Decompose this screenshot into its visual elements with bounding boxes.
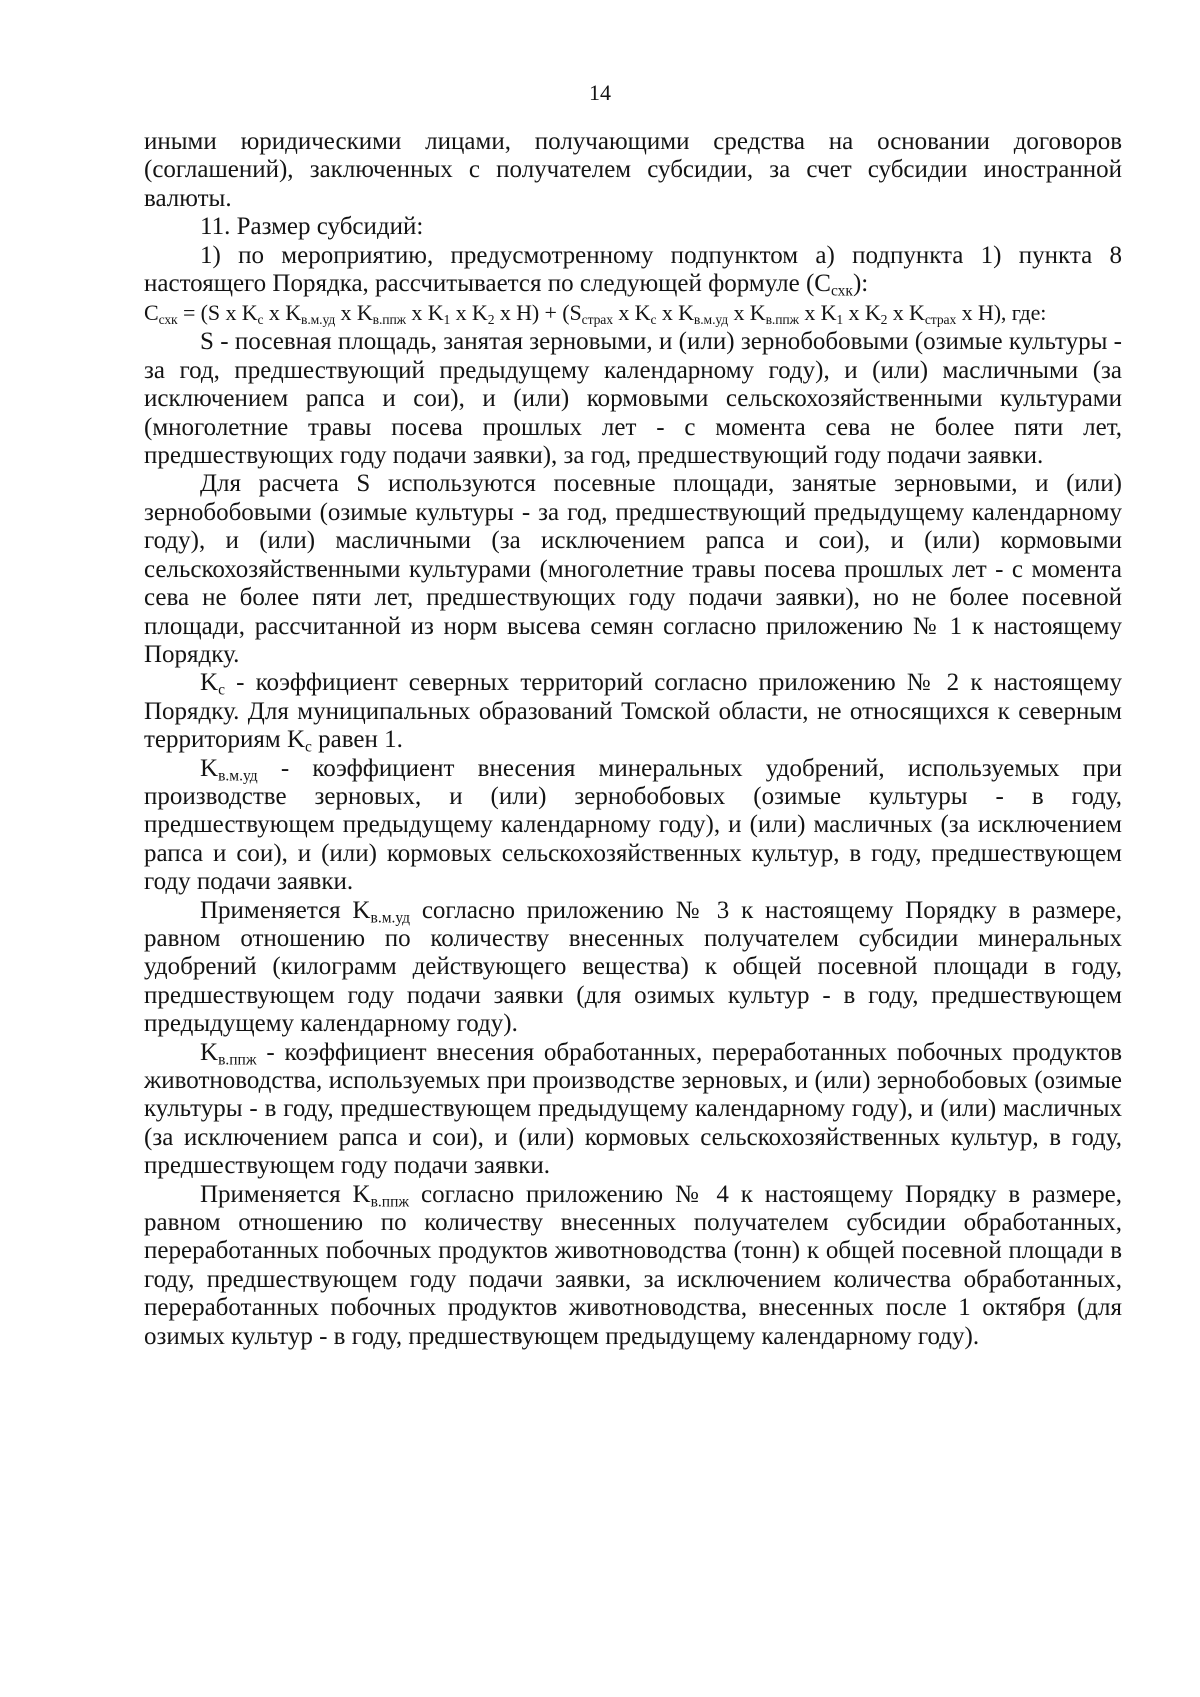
paragraph-definition-s: S - посевная площадь, занятая зерновыми, и (или) зернобобовыми (озимые культуры - за год, предшествующий предыдущему календарному году), и (или) масличными (за исключением рапса и сои), и (или) кормовыми сельскохозяйственными культурами (многолетние травы посева прошлых лет - с момента сева не более пяти лет, предшествующих году подачи заявки), за год, предшествующий году подачи заявки. [144, 328, 1122, 470]
formula: $С_{схк} = (S$ x $K_с$ x $K_{в.м.уд}$ x $K_{в.ппж}$ x $K_1$ x $K_2$ x $H) + (S_{страх}$ x $K_с$ x $K_{в.м.уд}$ x $K_{в.ппж}$ x $K_1$ x $K_2$ x $K_{страх}$ x H), где: [144, 300, 1047, 328]
paragraph-kvppzh-application: Применяется $K_{в.ппж}$ согласно приложению № 4 к настоящему Порядку в размере, равном отношению по количеству внесенных получателем субсидии обработанных, переработанных побочных продуктов животноводства (тонн) к общей посевной площади в году, предшествующем году подачи заявки, за исключением количества обработанных, переработанных побочных продуктов животноводства, внесенных после 1 октября (для озимых культур - в году, предшествующем предыдущему календарному году). [144, 1180, 1122, 1350]
paragraph-definition-kvmud: $K_{в.м.уд}$ - коэффициент внесения минеральных удобрений, используемых при производстве зерновых, и (или) зернобобовых (озимые культуры - в году, предшествующем предыдущему календарному году), и (или) масличных (за исключением рапса и сои), и (или) кормовых сельскохозяйственных культур, в году, предшествующем году подачи заявки. [144, 754, 1122, 896]
page-number: 14 [589, 80, 611, 105]
paragraph-item-1: 1) по мероприятию, предусмотренному подпунктом а) подпункта 1) пункта 8 настоящего Порядка, рассчитывается по следующей формуле $(С_{схк})$: [144, 241, 1122, 300]
paragraph-definition-kc: $K_с$ - коэффициент северных территорий согласно приложению № 2 к настоящему Порядку. Для муниципальных образований Томской области, не относящихся к северным территориям $K_с$ равен 1. [144, 669, 1122, 756]
paragraph-section-11: 11. Размер субсидий: [200, 213, 424, 241]
paragraph-s-calculation: Для расчета S используются посевные площади, занятые зерновыми, и (или) зернобобовыми (озимые культуры - за год, предшествующий предыдущему календарному году), и (или) масличными (за исключением рапса и сои), и (или) кормовыми сельскохозяйственными культурами (многолетние травы посева прошлых лет - с момента сева не более пяти лет, предшествующих году подачи заявки), но не более посевной площади, рассчитанной из норм высева семян согласно приложению № 1 к настоящему Порядку. [144, 470, 1122, 668]
paragraph-kvmud-application: Применяется $K_{в.м.уд}$ согласно приложению № 3 к настоящему Порядку в размере, равном отношению по количеству внесенных получателем субсидии минеральных удобрений (килограмм действующего вещества) к общей посевной площади в году, предшествующем году подачи заявки (для озимых культур - в году, предшествующем предыдущему календарному году). [144, 896, 1122, 1038]
document-body [144, 128, 1122, 1351]
paragraph-definition-kvppzh: $K_{в.ппж}$ - коэффициент внесения обработанных, переработанных побочных продуктов животноводства, используемых при производстве зерновых, и (или) зернобобовых (озимые культуры - в году, предшествующем предыдущему календарному году), и (или) масличных (за исключением рапса и сои), и (или) кормовых сельскохозяйственных культур, в году, предшествующем году подачи заявки. [144, 1038, 1122, 1180]
paragraph-continuation: иными юридическими лицами, получающими средства на основании договоров (соглашений), заключенных с получателем субсидии, за счет субсидии иностранной валюты. [144, 128, 1122, 212]
